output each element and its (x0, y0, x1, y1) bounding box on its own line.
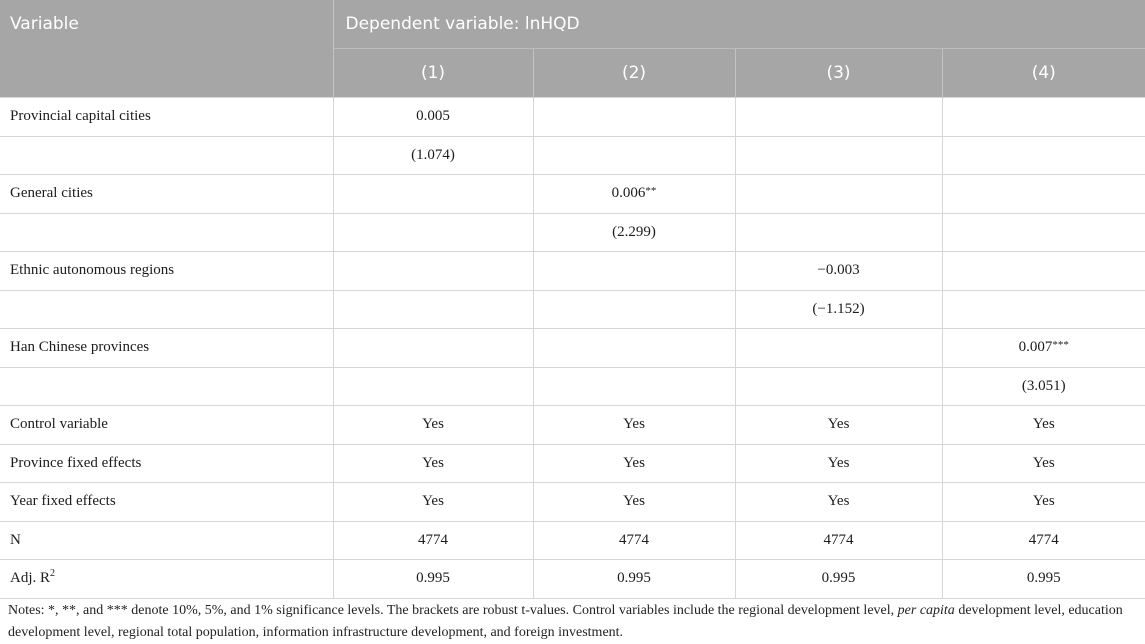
row-label: Year fixed effects (0, 483, 333, 522)
row-label: Control variable (0, 406, 333, 445)
cell-col3 (735, 290, 942, 329)
row-label: Ethnic autonomous regions (0, 252, 333, 291)
empty-cell (333, 290, 533, 329)
row-label-text: Adj. R (10, 570, 51, 587)
empty-cell (942, 290, 1145, 329)
row-label: Provincial capital cities (0, 98, 333, 137)
empty-cell (735, 329, 942, 368)
column-header-2: (2) (533, 49, 735, 98)
dependent-variable-header: Dependent variable: lnHQD (333, 0, 1145, 49)
cell-col2: 4774 (533, 521, 735, 560)
empty-cell (735, 367, 942, 406)
empty-cell (333, 213, 533, 252)
empty-cell (942, 252, 1145, 291)
column-header-3: (3) (735, 49, 942, 98)
cell-col1: Yes (333, 483, 533, 522)
coefficient-value: 0.007 (1018, 339, 1053, 356)
empty-cell (533, 367, 735, 406)
t-value: (−1.152) (812, 300, 865, 317)
t-value: (3.051) (1021, 377, 1066, 394)
cell-col4: Yes (942, 406, 1145, 445)
significance-stars: ** (645, 185, 657, 198)
row-label: General cities (0, 175, 333, 214)
row-n (0, 521, 1145, 560)
notes-text-end: development level, education development level, regional total population, information infrastructure development, and foreign investment. (8, 602, 1123, 640)
empty-cell (0, 367, 333, 406)
cell-col2: Yes (533, 483, 735, 522)
header-row-top (0, 0, 1145, 49)
row-general-cities (0, 175, 1145, 214)
row-label: N (0, 521, 333, 560)
row-year-fixed-effects (0, 483, 1145, 522)
table-header (0, 0, 1145, 98)
variable-header: Variable (0, 0, 333, 98)
empty-cell (942, 98, 1145, 137)
row-label: Han Chinese provinces (0, 329, 333, 368)
row-general-cities-tvalue (0, 213, 1145, 252)
empty-cell (735, 136, 942, 175)
t-value: (2.299) (612, 223, 656, 240)
row-ethnic-autonomous-regions (0, 252, 1145, 291)
table-notes (0, 599, 1145, 644)
cell-col1 (333, 98, 533, 137)
row-control-variable (0, 406, 1145, 445)
cell-col3: Yes (735, 483, 942, 522)
cell-col2: 0.995 (533, 560, 735, 599)
cell-col2: Yes (533, 406, 735, 445)
empty-cell (333, 329, 533, 368)
cell-col4 (942, 367, 1145, 406)
empty-cell (735, 213, 942, 252)
empty-cell (735, 98, 942, 137)
cell-col4: Yes (942, 444, 1145, 483)
cell-col1: Yes (333, 406, 533, 445)
cell-col4: Yes (942, 483, 1145, 522)
row-province-fixed-effects (0, 444, 1145, 483)
cell-col3: 4774 (735, 521, 942, 560)
cell-col3: Yes (735, 444, 942, 483)
empty-cell (333, 367, 533, 406)
cell-col2 (533, 175, 735, 214)
t-value: (1.074) (411, 146, 455, 163)
cell-col1: Yes (333, 444, 533, 483)
notes-text: Notes: *, **, and *** denote 10%, 5%, and 1% significance levels. The brackets are robust t-values. Control variables include the regional development level, (8, 602, 898, 618)
empty-cell (333, 252, 533, 291)
empty-cell (0, 290, 333, 329)
cell-col3: Yes (735, 406, 942, 445)
empty-cell (533, 290, 735, 329)
empty-cell (333, 175, 533, 214)
empty-cell (533, 98, 735, 137)
empty-cell (942, 213, 1145, 252)
empty-cell (942, 175, 1145, 214)
notes-italic: per capita (897, 602, 955, 618)
cell-col1 (333, 136, 533, 175)
empty-cell (533, 329, 735, 368)
empty-cell (533, 136, 735, 175)
empty-cell (735, 175, 942, 214)
superscript: 2 (50, 568, 56, 580)
cell-col2: Yes (533, 444, 735, 483)
row-label: Province fixed effects (0, 444, 333, 483)
column-header-4: (4) (942, 49, 1145, 98)
cell-col4 (942, 329, 1145, 368)
row-adj-r2 (0, 560, 1145, 599)
empty-cell (533, 252, 735, 291)
empty-cell (0, 136, 333, 175)
coefficient-value: −0.003 (817, 262, 860, 279)
empty-cell (0, 213, 333, 252)
row-han-chinese-provinces-tvalue (0, 367, 1145, 406)
cell-col1: 0.995 (333, 560, 533, 599)
cell-col2 (533, 213, 735, 252)
table-body (0, 98, 1145, 599)
column-header-1: (1) (333, 49, 533, 98)
cell-col4: 0.995 (942, 560, 1145, 599)
cell-col4: 4774 (942, 521, 1145, 560)
coefficient-value: 0.005 (416, 108, 450, 125)
empty-cell (942, 136, 1145, 175)
row-label (0, 560, 333, 599)
cell-col1: 4774 (333, 521, 533, 560)
row-provincial-capital-cities-tvalue (0, 136, 1145, 175)
significance-stars: *** (1052, 339, 1069, 352)
row-han-chinese-provinces (0, 329, 1145, 368)
row-ethnic-autonomous-regions-tvalue (0, 290, 1145, 329)
row-provincial-capital-cities (0, 98, 1145, 137)
coefficient-value: 0.006 (611, 185, 646, 202)
cell-col3: 0.995 (735, 560, 942, 599)
cell-col3 (735, 252, 942, 291)
